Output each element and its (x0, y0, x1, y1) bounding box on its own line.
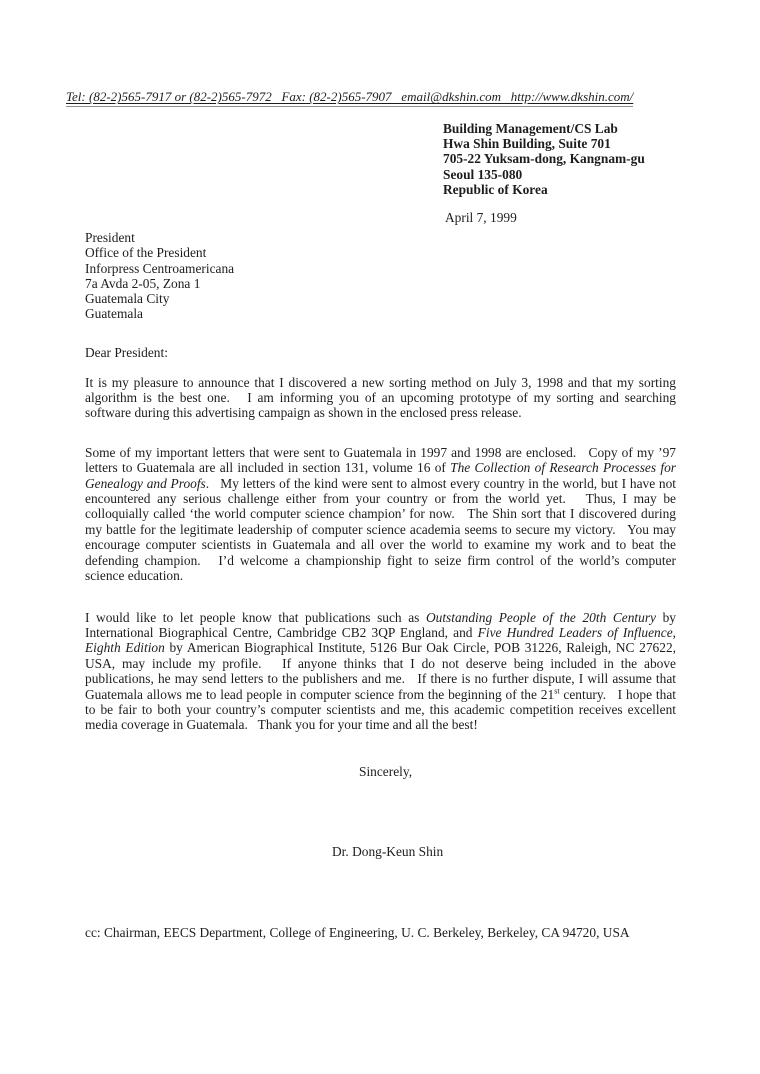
paragraph-letters-champion (85, 445, 676, 584)
date-line: April 7, 1999 (445, 210, 517, 226)
paragraph-text: by American Biographical Institute, 5126 Bur Oak Circle, POB 31226, Raleigh, NC 27622, USA, may include my profile. If anyone thinks that I do not deserve being included in the above publications, he may send letters to the publishers and me. If there is no further dispute, I will assume that Guatemala allows me to lead people in computer science from the beginning of the 21 (85, 640, 676, 702)
paragraph-text: . My letters of the kind were sent to almost every country in the world, but I have not encountered any serious challenge either from your country or from the world yet. Thus, I may be colloquially called ‘the world computer science champion’ for now. The Shin sort that I discovered during my battle for the legitimate leadership of computer science academia seems to secure my victory. You may encourage computer scientists in Guatemala and all over the world to examine my work and to beat the defending champion. I’d welcome a championship fight to seize firm control of the world’s computer science education. (85, 475, 676, 584)
paragraph-text: by International Biographical Centre, Cambridge CB2 3QP England, and (85, 609, 676, 640)
sender-address-line: Republic of Korea (443, 181, 548, 197)
contact-header-rule (66, 89, 633, 107)
recipient-address-line: Office of the President (85, 245, 207, 261)
paragraph-text: I would like to let people know that publications such as (85, 609, 426, 625)
publication-title-italic: Eighth Edition (85, 640, 165, 656)
paragraph-text: century. I hope that to be fair to both your country’s computer scientists and me, this academic competition receives excellent media coverage in Guatemala. Thank you for your time and all the best! (85, 686, 676, 733)
closing-sincerely: Sincerely, (359, 763, 413, 779)
recipient-address-block (85, 230, 760, 321)
recipient-address-line: Guatemala (85, 306, 143, 322)
sender-address-block (443, 121, 760, 197)
recipient-address-line: Guatemala City (85, 291, 170, 307)
sender-address-line: Seoul 135-080 (443, 166, 523, 182)
sender-address-line: Hwa Shin Building, Suite 701 (443, 136, 611, 152)
publication-title-italic: Outstanding People of the 20th Century (425, 609, 656, 625)
sender-address-line: 705-22 Yuksam-dong, Kangnam-gu (443, 151, 645, 167)
sender-address-line: Building Management/CS Lab (443, 121, 618, 136)
signature-name: Dr. Dong-Keun Shin (332, 843, 444, 859)
paragraph-announcement (85, 375, 676, 421)
salutation: Dear President: (85, 345, 168, 361)
paragraph-text: , (672, 624, 676, 640)
recipient-address-line: 7a Avda 2-05, Zona 1 (85, 275, 201, 291)
recipient-address-line: President (85, 230, 135, 246)
recipient-address-line: Inforpress Centroamericana (85, 260, 235, 276)
cc-line: cc: Chairman, EECS Department, College of Engineering, U. C. Berkeley, Berkeley, CA 94720, USA (85, 925, 630, 941)
publication-title-italic: The Collection of Research Processes for Genealogy and Proofs (85, 460, 676, 491)
contact-header-line: Tel: (82-2)565-7917 or (82-2)565-7972 Fax: (82-2)565-7907 email@dkshin.com http://www.dkshin.com/ (66, 89, 634, 104)
paragraph-text: Some of my important letters that were sent to Guatemala in 1997 and 1998 are enclosed. Copy of my ’97 letters to Guatemala are all included in section 131, volume 16 of (85, 444, 676, 476)
paragraph-publications (85, 610, 676, 733)
ordinal-superscript: st (554, 686, 560, 696)
publication-title-italic: Five Hundred Leaders of Influence (477, 624, 673, 640)
paragraph-text: It is my pleasure to announce that I discovered a new sorting method on July 3, 1998 and that my sorting algorithm is the best one. I am informing you of an upcoming prototype of my sorting and searching software during this advertising campaign as shown in the enclosed press release. (85, 374, 676, 421)
